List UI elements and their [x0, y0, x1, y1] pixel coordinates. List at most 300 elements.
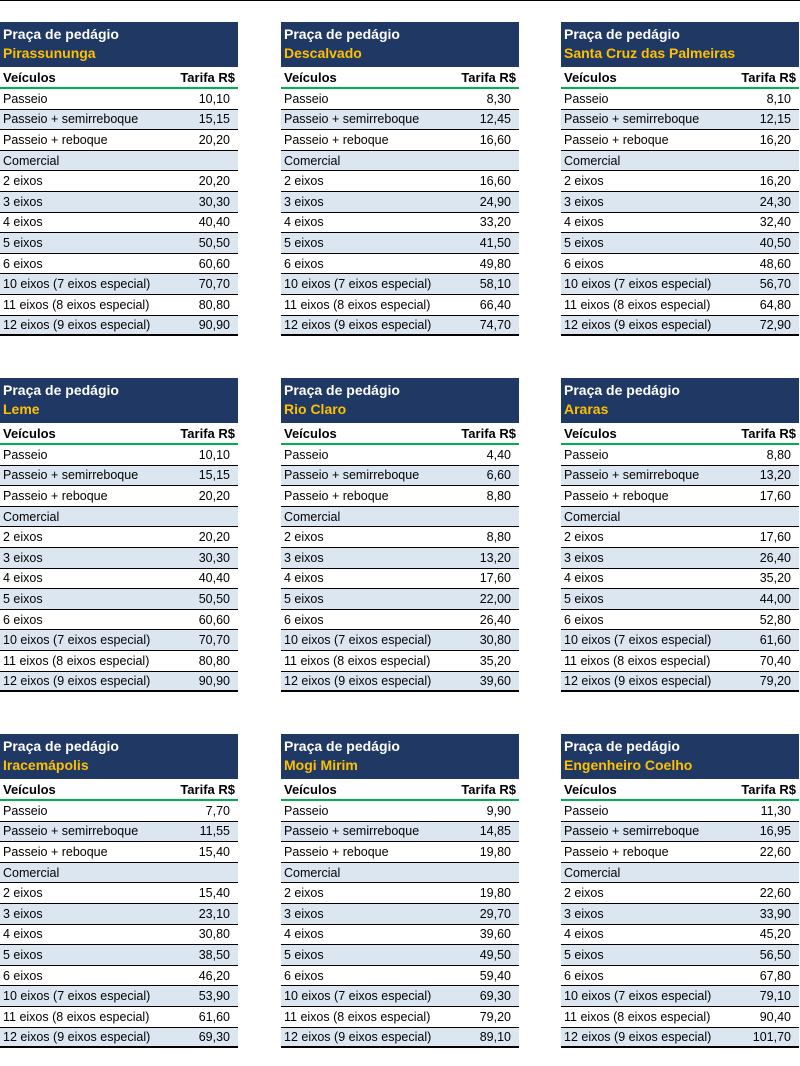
column-header-vehicle: Veículos	[564, 69, 617, 85]
tariff-value: 30,80	[198, 927, 230, 942]
table-title: Praça de pedágio	[564, 382, 680, 398]
table-row	[0, 1007, 238, 1028]
tariff-value: 39,60	[479, 927, 511, 942]
table-title: Praça de pedágio	[3, 382, 119, 398]
tariff-value: 60,60	[198, 256, 230, 271]
tariff-value: 61,60	[198, 1009, 230, 1024]
tariff-value: 70,70	[198, 633, 230, 648]
toll-table	[281, 734, 519, 1048]
tariff-value: 8,10	[766, 91, 791, 106]
table-row	[561, 630, 799, 651]
toll-table	[0, 378, 238, 692]
tariff-value: 16,60	[479, 174, 511, 189]
vehicle-category: 4 eixos	[564, 927, 604, 942]
column-header-tariff: Tarifa R$	[461, 425, 516, 441]
table-row	[281, 548, 519, 569]
vehicle-category: 4 eixos	[564, 215, 604, 230]
tariff-value: 22,60	[759, 886, 791, 901]
vehicle-category: Passeio	[3, 447, 48, 462]
column-header-vehicle: Veículos	[564, 425, 617, 441]
vehicle-category: 3 eixos	[284, 194, 324, 209]
tariff-value: 69,30	[198, 1029, 230, 1044]
tariff-value: 80,80	[198, 297, 230, 312]
vehicle-category: 12 eixos (9 eixos especial)	[284, 673, 432, 688]
table-row	[0, 651, 238, 672]
table-row	[0, 1028, 238, 1049]
tariff-value: 7,70	[205, 803, 230, 818]
tariff-value: 23,10	[198, 906, 230, 921]
table-row	[281, 863, 519, 884]
vehicle-category: 4 eixos	[564, 571, 604, 586]
tariff-value: 29,70	[479, 906, 511, 921]
vehicle-category: Passeio	[564, 803, 609, 818]
column-header-row	[561, 779, 799, 801]
vehicle-category: 3 eixos	[284, 906, 324, 921]
table-row	[561, 1007, 799, 1028]
tariff-value: 6,60	[486, 468, 511, 483]
tariff-value: 79,20	[479, 1009, 511, 1024]
vehicle-category: 12 eixos (9 eixos especial)	[3, 317, 151, 332]
toll-plaza-name: Iracemápolis	[3, 757, 89, 773]
table-row	[281, 171, 519, 192]
tariff-value: 64,80	[759, 297, 791, 312]
vehicle-category: 5 eixos	[284, 947, 324, 962]
tariff-value: 26,40	[479, 612, 511, 627]
vehicle-category: 2 eixos	[3, 530, 43, 545]
vehicle-category: 5 eixos	[564, 591, 604, 606]
vehicle-category: Passeio + reboque	[564, 488, 669, 503]
vehicle-category: 5 eixos	[564, 235, 604, 250]
table-header	[0, 22, 238, 67]
vehicle-category: 12 eixos (9 eixos especial)	[284, 1029, 432, 1044]
tariff-value: 48,60	[759, 256, 791, 271]
table-row	[0, 89, 238, 110]
vehicle-category: 6 eixos	[284, 256, 324, 271]
table-title: Praça de pedágio	[3, 26, 119, 42]
vehicle-category: 10 eixos (7 eixos especial)	[564, 633, 712, 648]
vehicle-category: 3 eixos	[564, 550, 604, 565]
vehicle-category: 4 eixos	[3, 927, 43, 942]
table-row	[561, 233, 799, 254]
table-row	[281, 672, 519, 693]
table-title: Praça de pedágio	[284, 26, 400, 42]
vehicle-category: 11 eixos (8 eixos especial)	[564, 653, 711, 668]
column-header-tariff: Tarifa R$	[180, 781, 235, 797]
vehicle-category: 12 eixos (9 eixos especial)	[564, 317, 712, 332]
table-row	[561, 672, 799, 693]
toll-table	[561, 378, 799, 692]
vehicle-category: Comercial	[3, 509, 60, 524]
vehicle-category: 2 eixos	[564, 886, 604, 901]
table-row	[561, 945, 799, 966]
toll-plaza-name: Engenheiro Coelho	[564, 757, 693, 773]
tariff-value: 58,10	[479, 277, 511, 292]
tariff-value: 22,60	[759, 844, 791, 859]
tariff-value: 45,20	[759, 927, 791, 942]
vehicle-category: 10 eixos (7 eixos especial)	[284, 989, 432, 1004]
vehicle-category: 10 eixos (7 eixos especial)	[564, 989, 712, 1004]
vehicle-category: Passeio + semirreboque	[564, 824, 700, 839]
table-row	[0, 548, 238, 569]
vehicle-category: Comercial	[564, 509, 621, 524]
tariff-value: 12,15	[759, 112, 791, 127]
tariff-value: 38,50	[198, 947, 230, 962]
table-row	[561, 527, 799, 548]
table-row	[281, 630, 519, 651]
column-header-vehicle: Veículos	[284, 425, 337, 441]
vehicle-category: 10 eixos (7 eixos especial)	[3, 277, 151, 292]
table-row	[281, 254, 519, 275]
vehicle-category: 3 eixos	[564, 906, 604, 921]
tariff-value: 30,30	[198, 550, 230, 565]
table-header	[561, 22, 799, 67]
tariff-value: 20,20	[198, 132, 230, 147]
table-row	[0, 822, 238, 843]
tariff-value: 90,40	[759, 1009, 791, 1024]
vehicle-category: 5 eixos	[564, 947, 604, 962]
table-row	[561, 316, 799, 337]
tariff-value: 33,20	[479, 215, 511, 230]
vehicle-category: 10 eixos (7 eixos especial)	[284, 277, 432, 292]
table-title: Praça de pedágio	[564, 738, 680, 754]
vehicle-category: 12 eixos (9 eixos especial)	[284, 317, 432, 332]
vehicle-category: Passeio + semirreboque	[564, 112, 700, 127]
table-row	[0, 966, 238, 987]
vehicle-category: Passeio + reboque	[564, 132, 669, 147]
tariff-value: 70,70	[198, 277, 230, 292]
vehicle-category: 3 eixos	[3, 550, 43, 565]
table-row	[561, 192, 799, 213]
vehicle-category: 5 eixos	[3, 591, 43, 606]
vehicle-category: Comercial	[564, 153, 621, 168]
table-row	[0, 527, 238, 548]
table-row	[0, 610, 238, 631]
table-row	[561, 589, 799, 610]
tariff-value: 4,40	[486, 447, 511, 462]
toll-table	[561, 22, 799, 336]
column-header-row	[0, 67, 238, 89]
vehicle-category: Passeio + semirreboque	[284, 112, 420, 127]
vehicle-category: 6 eixos	[284, 612, 324, 627]
table-row	[0, 925, 238, 946]
column-header-tariff: Tarifa R$	[180, 425, 235, 441]
column-header-tariff: Tarifa R$	[741, 425, 796, 441]
table-row	[281, 130, 519, 151]
table-row	[281, 651, 519, 672]
tariff-value: 20,20	[198, 174, 230, 189]
vehicle-category: 11 eixos (8 eixos especial)	[3, 297, 150, 312]
table-row	[0, 883, 238, 904]
table-row	[281, 89, 519, 110]
tariff-value: 53,90	[198, 989, 230, 1004]
column-header-tariff: Tarifa R$	[461, 69, 516, 85]
tariff-value: 40,40	[198, 571, 230, 586]
table-row	[0, 842, 238, 863]
vehicle-category: 2 eixos	[564, 530, 604, 545]
tariff-value: 39,60	[479, 673, 511, 688]
tariff-value: 11,55	[199, 824, 230, 839]
table-header	[0, 734, 238, 779]
vehicle-category: Passeio + semirreboque	[3, 112, 139, 127]
tariff-value: 11,30	[760, 803, 791, 818]
tariff-value: 9,90	[486, 803, 511, 818]
tariff-value: 35,20	[759, 571, 791, 586]
vehicle-category: Passeio + reboque	[564, 844, 669, 859]
table-title: Praça de pedágio	[3, 738, 119, 754]
vehicle-category: Passeio	[564, 91, 609, 106]
toll-plaza-name: Pirassununga	[3, 45, 96, 61]
table-title: Praça de pedágio	[564, 26, 680, 42]
table-row	[561, 925, 799, 946]
toll-table	[281, 378, 519, 692]
tariff-value: 66,40	[479, 297, 511, 312]
table-row	[281, 466, 519, 487]
table-row	[281, 486, 519, 507]
vehicle-category: 2 eixos	[284, 174, 324, 189]
vehicle-category: 12 eixos (9 eixos especial)	[564, 673, 712, 688]
tariff-value: 72,90	[759, 317, 791, 332]
toll-table	[0, 734, 238, 1048]
vehicle-category: 4 eixos	[284, 927, 324, 942]
vehicle-category: 10 eixos (7 eixos especial)	[284, 633, 432, 648]
table-row	[0, 466, 238, 487]
table-row	[281, 801, 519, 822]
table-row	[561, 1028, 799, 1049]
tariff-value: 60,60	[198, 612, 230, 627]
tariff-value: 19,80	[479, 886, 511, 901]
tariff-value: 44,00	[759, 591, 791, 606]
table-row	[561, 842, 799, 863]
table-row	[281, 192, 519, 213]
tariff-value: 16,95	[759, 824, 791, 839]
tariff-value: 30,30	[198, 194, 230, 209]
vehicle-category: Comercial	[284, 509, 341, 524]
vehicle-category: 4 eixos	[284, 571, 324, 586]
vehicle-category: 11 eixos (8 eixos especial)	[284, 297, 431, 312]
tariff-value: 10,10	[198, 91, 230, 106]
tariff-value: 16,60	[479, 132, 511, 147]
table-row	[281, 1028, 519, 1049]
table-row	[561, 966, 799, 987]
table-row	[561, 151, 799, 172]
vehicle-category: 12 eixos (9 eixos especial)	[3, 1029, 151, 1044]
toll-plaza-name: Rio Claro	[284, 401, 347, 417]
vehicle-category: 5 eixos	[3, 947, 43, 962]
toll-plaza-name: Leme	[3, 401, 40, 417]
tariff-value: 90,90	[198, 673, 230, 688]
vehicle-category: Passeio + semirreboque	[284, 824, 420, 839]
column-header-vehicle: Veículos	[3, 781, 56, 797]
vehicle-category: Passeio + reboque	[3, 132, 108, 147]
vehicle-category: Passeio + semirreboque	[3, 824, 139, 839]
column-header-vehicle: Veículos	[3, 69, 56, 85]
vehicle-category: 6 eixos	[564, 968, 604, 983]
table-row	[281, 445, 519, 466]
tariff-value: 89,10	[479, 1029, 511, 1044]
table-row	[0, 254, 238, 275]
tariff-value: 49,80	[479, 256, 511, 271]
tariff-value: 67,80	[759, 968, 791, 983]
table-row	[561, 822, 799, 843]
table-row	[281, 274, 519, 295]
tariff-value: 20,20	[198, 488, 230, 503]
toll-plaza-name: Santa Cruz das Palmeiras	[564, 45, 736, 61]
vehicle-category: Passeio + semirreboque	[3, 468, 139, 483]
tariff-value: 56,50	[759, 947, 791, 962]
tariff-value: 52,80	[759, 612, 791, 627]
tariff-value: 56,70	[759, 277, 791, 292]
column-header-row	[281, 423, 519, 445]
table-row	[281, 945, 519, 966]
tariff-value: 79,20	[759, 673, 791, 688]
column-header-row	[0, 423, 238, 445]
table-row	[561, 213, 799, 234]
toll-table	[281, 22, 519, 336]
table-header	[561, 734, 799, 779]
tariff-value: 16,20	[759, 174, 791, 189]
toll-table	[561, 734, 799, 1048]
table-row	[281, 569, 519, 590]
table-row	[0, 569, 238, 590]
table-row	[561, 883, 799, 904]
column-header-tariff: Tarifa R$	[741, 781, 796, 797]
vehicle-category: Passeio	[564, 447, 609, 462]
table-row	[561, 295, 799, 316]
table-row	[561, 130, 799, 151]
vehicle-category: 12 eixos (9 eixos especial)	[3, 673, 151, 688]
tariff-value: 40,40	[198, 215, 230, 230]
tariff-value: 15,40	[198, 886, 230, 901]
table-row	[0, 445, 238, 466]
table-row	[0, 233, 238, 254]
table-row	[0, 672, 238, 693]
table-row	[281, 610, 519, 631]
table-row	[281, 822, 519, 843]
column-header-tariff: Tarifa R$	[741, 69, 796, 85]
table-row	[0, 904, 238, 925]
table-row	[561, 548, 799, 569]
column-header-row	[561, 67, 799, 89]
vehicle-category: 6 eixos	[3, 256, 43, 271]
vehicle-category: Comercial	[3, 865, 60, 880]
column-header-vehicle: Veículos	[564, 781, 617, 797]
table-row	[281, 507, 519, 528]
tariff-value: 13,20	[759, 468, 791, 483]
toll-table	[0, 22, 238, 336]
column-header-row	[281, 67, 519, 89]
table-row	[0, 945, 238, 966]
table-row	[561, 986, 799, 1007]
table-header	[0, 378, 238, 423]
vehicle-category: 6 eixos	[564, 256, 604, 271]
table-row	[561, 569, 799, 590]
vehicle-category: Comercial	[564, 865, 621, 880]
vehicle-category: Passeio + semirreboque	[564, 468, 700, 483]
tariff-value: 8,80	[486, 530, 511, 545]
vehicle-category: 2 eixos	[564, 174, 604, 189]
tariff-value: 50,50	[198, 591, 230, 606]
vehicle-category: Passeio + reboque	[3, 844, 108, 859]
vehicle-category: 5 eixos	[3, 235, 43, 250]
table-row	[561, 110, 799, 131]
column-header-row	[0, 779, 238, 801]
vehicle-category: Passeio	[284, 803, 329, 818]
tariff-value: 8,80	[766, 447, 791, 462]
vehicle-category: 2 eixos	[3, 886, 43, 901]
table-title: Praça de pedágio	[284, 382, 400, 398]
vehicle-category: 11 eixos (8 eixos especial)	[564, 297, 711, 312]
table-row	[281, 1007, 519, 1028]
table-row	[281, 527, 519, 548]
table-row	[0, 110, 238, 131]
tariff-value: 30,80	[479, 633, 511, 648]
vehicle-category: 4 eixos	[284, 215, 324, 230]
table-row	[561, 863, 799, 884]
table-row	[281, 986, 519, 1007]
tariff-value: 17,60	[759, 488, 791, 503]
vehicle-category: 3 eixos	[284, 550, 324, 565]
table-row	[0, 316, 238, 337]
tariff-value: 19,80	[479, 844, 511, 859]
column-header-row	[281, 779, 519, 801]
tariff-value: 24,90	[479, 194, 511, 209]
column-header-vehicle: Veículos	[284, 69, 337, 85]
vehicle-category: 11 eixos (8 eixos especial)	[284, 653, 431, 668]
tariff-value: 35,20	[479, 653, 511, 668]
tariff-value: 16,20	[759, 132, 791, 147]
table-row	[0, 192, 238, 213]
vehicle-category: 3 eixos	[3, 194, 43, 209]
tariff-value: 80,80	[198, 653, 230, 668]
column-header-tariff: Tarifa R$	[461, 781, 516, 797]
tariff-value: 33,90	[759, 906, 791, 921]
table-row	[0, 589, 238, 610]
vehicle-category: 6 eixos	[564, 612, 604, 627]
table-row	[561, 171, 799, 192]
vehicle-category: Passeio + reboque	[3, 488, 108, 503]
tariff-value: 22,00	[479, 591, 511, 606]
table-row	[0, 986, 238, 1007]
vehicle-category: 5 eixos	[284, 591, 324, 606]
tariff-value: 15,15	[198, 468, 230, 483]
table-row	[281, 904, 519, 925]
vehicle-category: 11 eixos (8 eixos especial)	[3, 653, 150, 668]
table-row	[0, 507, 238, 528]
toll-plaza-name: Descalvado	[284, 45, 362, 61]
tariff-value: 14,85	[479, 824, 511, 839]
tariff-value: 70,40	[759, 653, 791, 668]
vehicle-category: Comercial	[284, 153, 341, 168]
table-row	[561, 610, 799, 631]
vehicle-category: 11 eixos (8 eixos especial)	[564, 1009, 711, 1024]
table-row	[561, 507, 799, 528]
tariff-value: 46,20	[198, 968, 230, 983]
table-row	[0, 213, 238, 234]
table-row	[0, 130, 238, 151]
vehicle-category: Passeio	[3, 803, 48, 818]
vehicle-category: 6 eixos	[3, 612, 43, 627]
tariff-value: 90,90	[198, 317, 230, 332]
table-row	[281, 842, 519, 863]
table-row	[0, 801, 238, 822]
table-row	[281, 589, 519, 610]
vehicle-category: 12 eixos (9 eixos especial)	[564, 1029, 712, 1044]
vehicle-category: Passeio	[284, 91, 329, 106]
table-row	[281, 295, 519, 316]
table-row	[0, 486, 238, 507]
vehicle-category: 5 eixos	[284, 235, 324, 250]
table-row	[0, 295, 238, 316]
